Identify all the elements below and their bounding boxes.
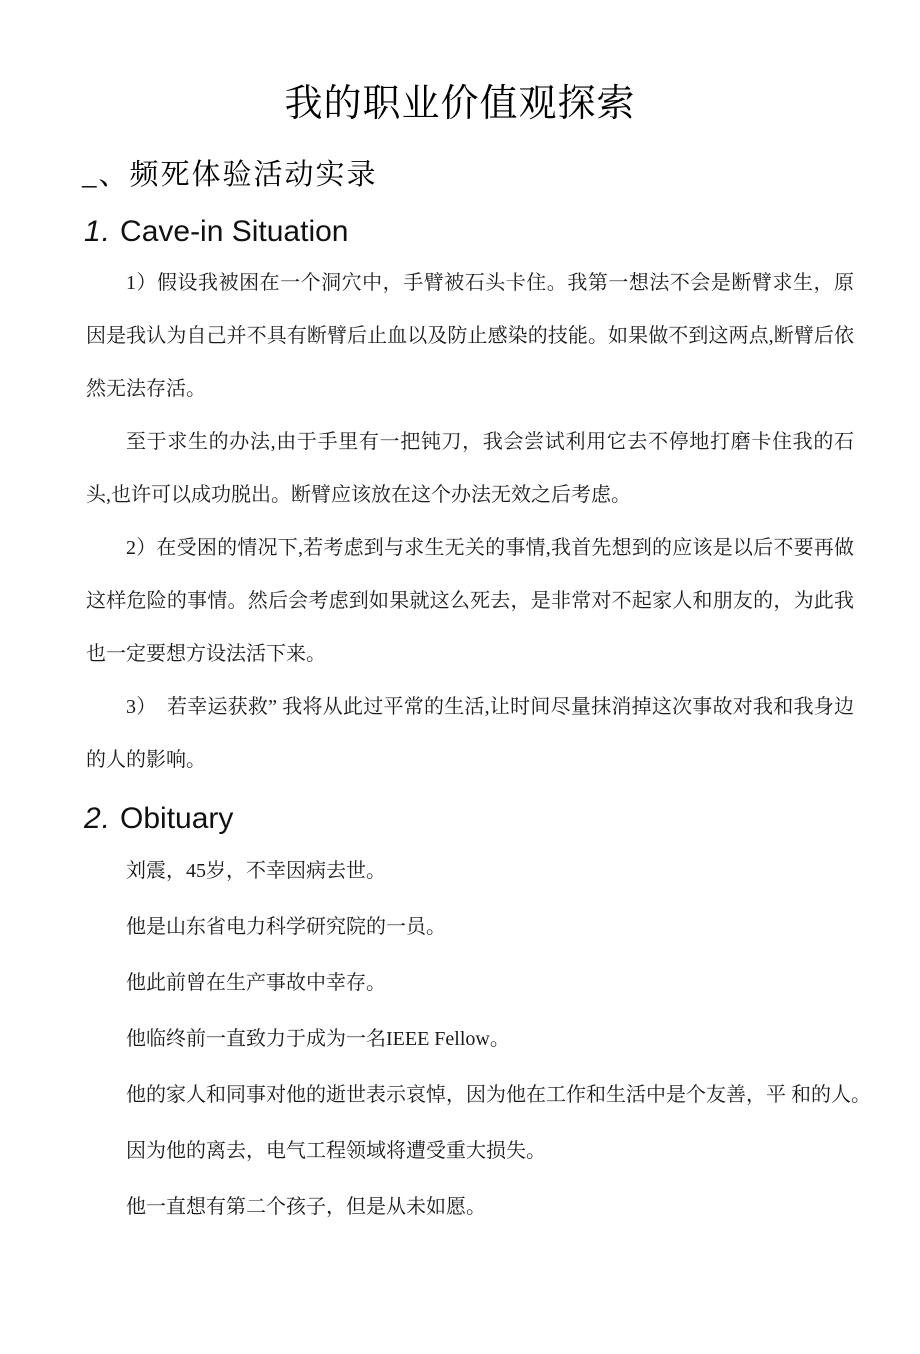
subheading-label: Obituary xyxy=(120,801,234,835)
obituary-line-4: 他临终前一直致力于成为一名IEEE Fellow。 xyxy=(126,1028,510,1051)
obituary-line-7: 他一直想有第二个孩子，但是从未如愿。 xyxy=(126,1196,486,1219)
obituary-line-5: 他的家人和同事对他的逝世表示哀悼，因为他在工作和生活中是个友善，平 和的人。 xyxy=(126,1084,871,1107)
section-heading-near-death-record: _、频死体验活动实录 xyxy=(82,158,378,191)
subheading-number: 2. xyxy=(84,801,112,835)
subheading-label: Cave-in Situation xyxy=(120,215,349,249)
obituary-paragraphs xyxy=(86,843,871,1235)
paragraph-cave-in-3: 2）在受困的情况下,若考虑到与求生无关的事情,我首先想到的应该是以后不要再做这样危险的事情。然后会考虑到如果就这么死去，是非常对不起家人和朋友的，为此我也一定要想方设法活下来。 xyxy=(86,536,854,665)
cave-in-paragraphs xyxy=(86,257,854,787)
subheading-cave-in-situation xyxy=(84,215,920,250)
obituary-line-3: 他此前曾在生产事故中幸存。 xyxy=(126,972,386,995)
obituary-line-2: 他是山东省电力科学研究院的一员。 xyxy=(126,916,446,939)
document-title: 我的职业价值观探索 xyxy=(284,83,636,125)
obituary-line-6: 因为他的离去，电气工程领域将遭受重大损失。 xyxy=(126,1140,546,1163)
subheading-obituary xyxy=(84,802,920,837)
obituary-line-1: 刘震，45岁，不幸因病去世。 xyxy=(126,860,386,883)
paragraph-cave-in-2: 至于求生的办法,由于手里有一把钝刀，我会尝试利用它去不停地打磨卡住我的石头,也许可以成功脱出。断臂应该放在这个办法无效之后考虑。 xyxy=(86,430,854,506)
subheading-number: 1. xyxy=(84,215,112,249)
paragraph-cave-in-4: 3） 若幸运获救” 我将从此过平常的生活,让时间尽量抹消掉这次事故对我和我身边的人的影响。 xyxy=(86,695,854,771)
paragraph-cave-in-1: 1）假设我被困在一个洞穴中，手臂被石头卡住。我第一想法不会是断臂求生，原因是我认为自己并不具有断臂后止血以及防止感染的技能。如果做不到这两点,断臂后依然无法存活。 xyxy=(86,271,854,400)
